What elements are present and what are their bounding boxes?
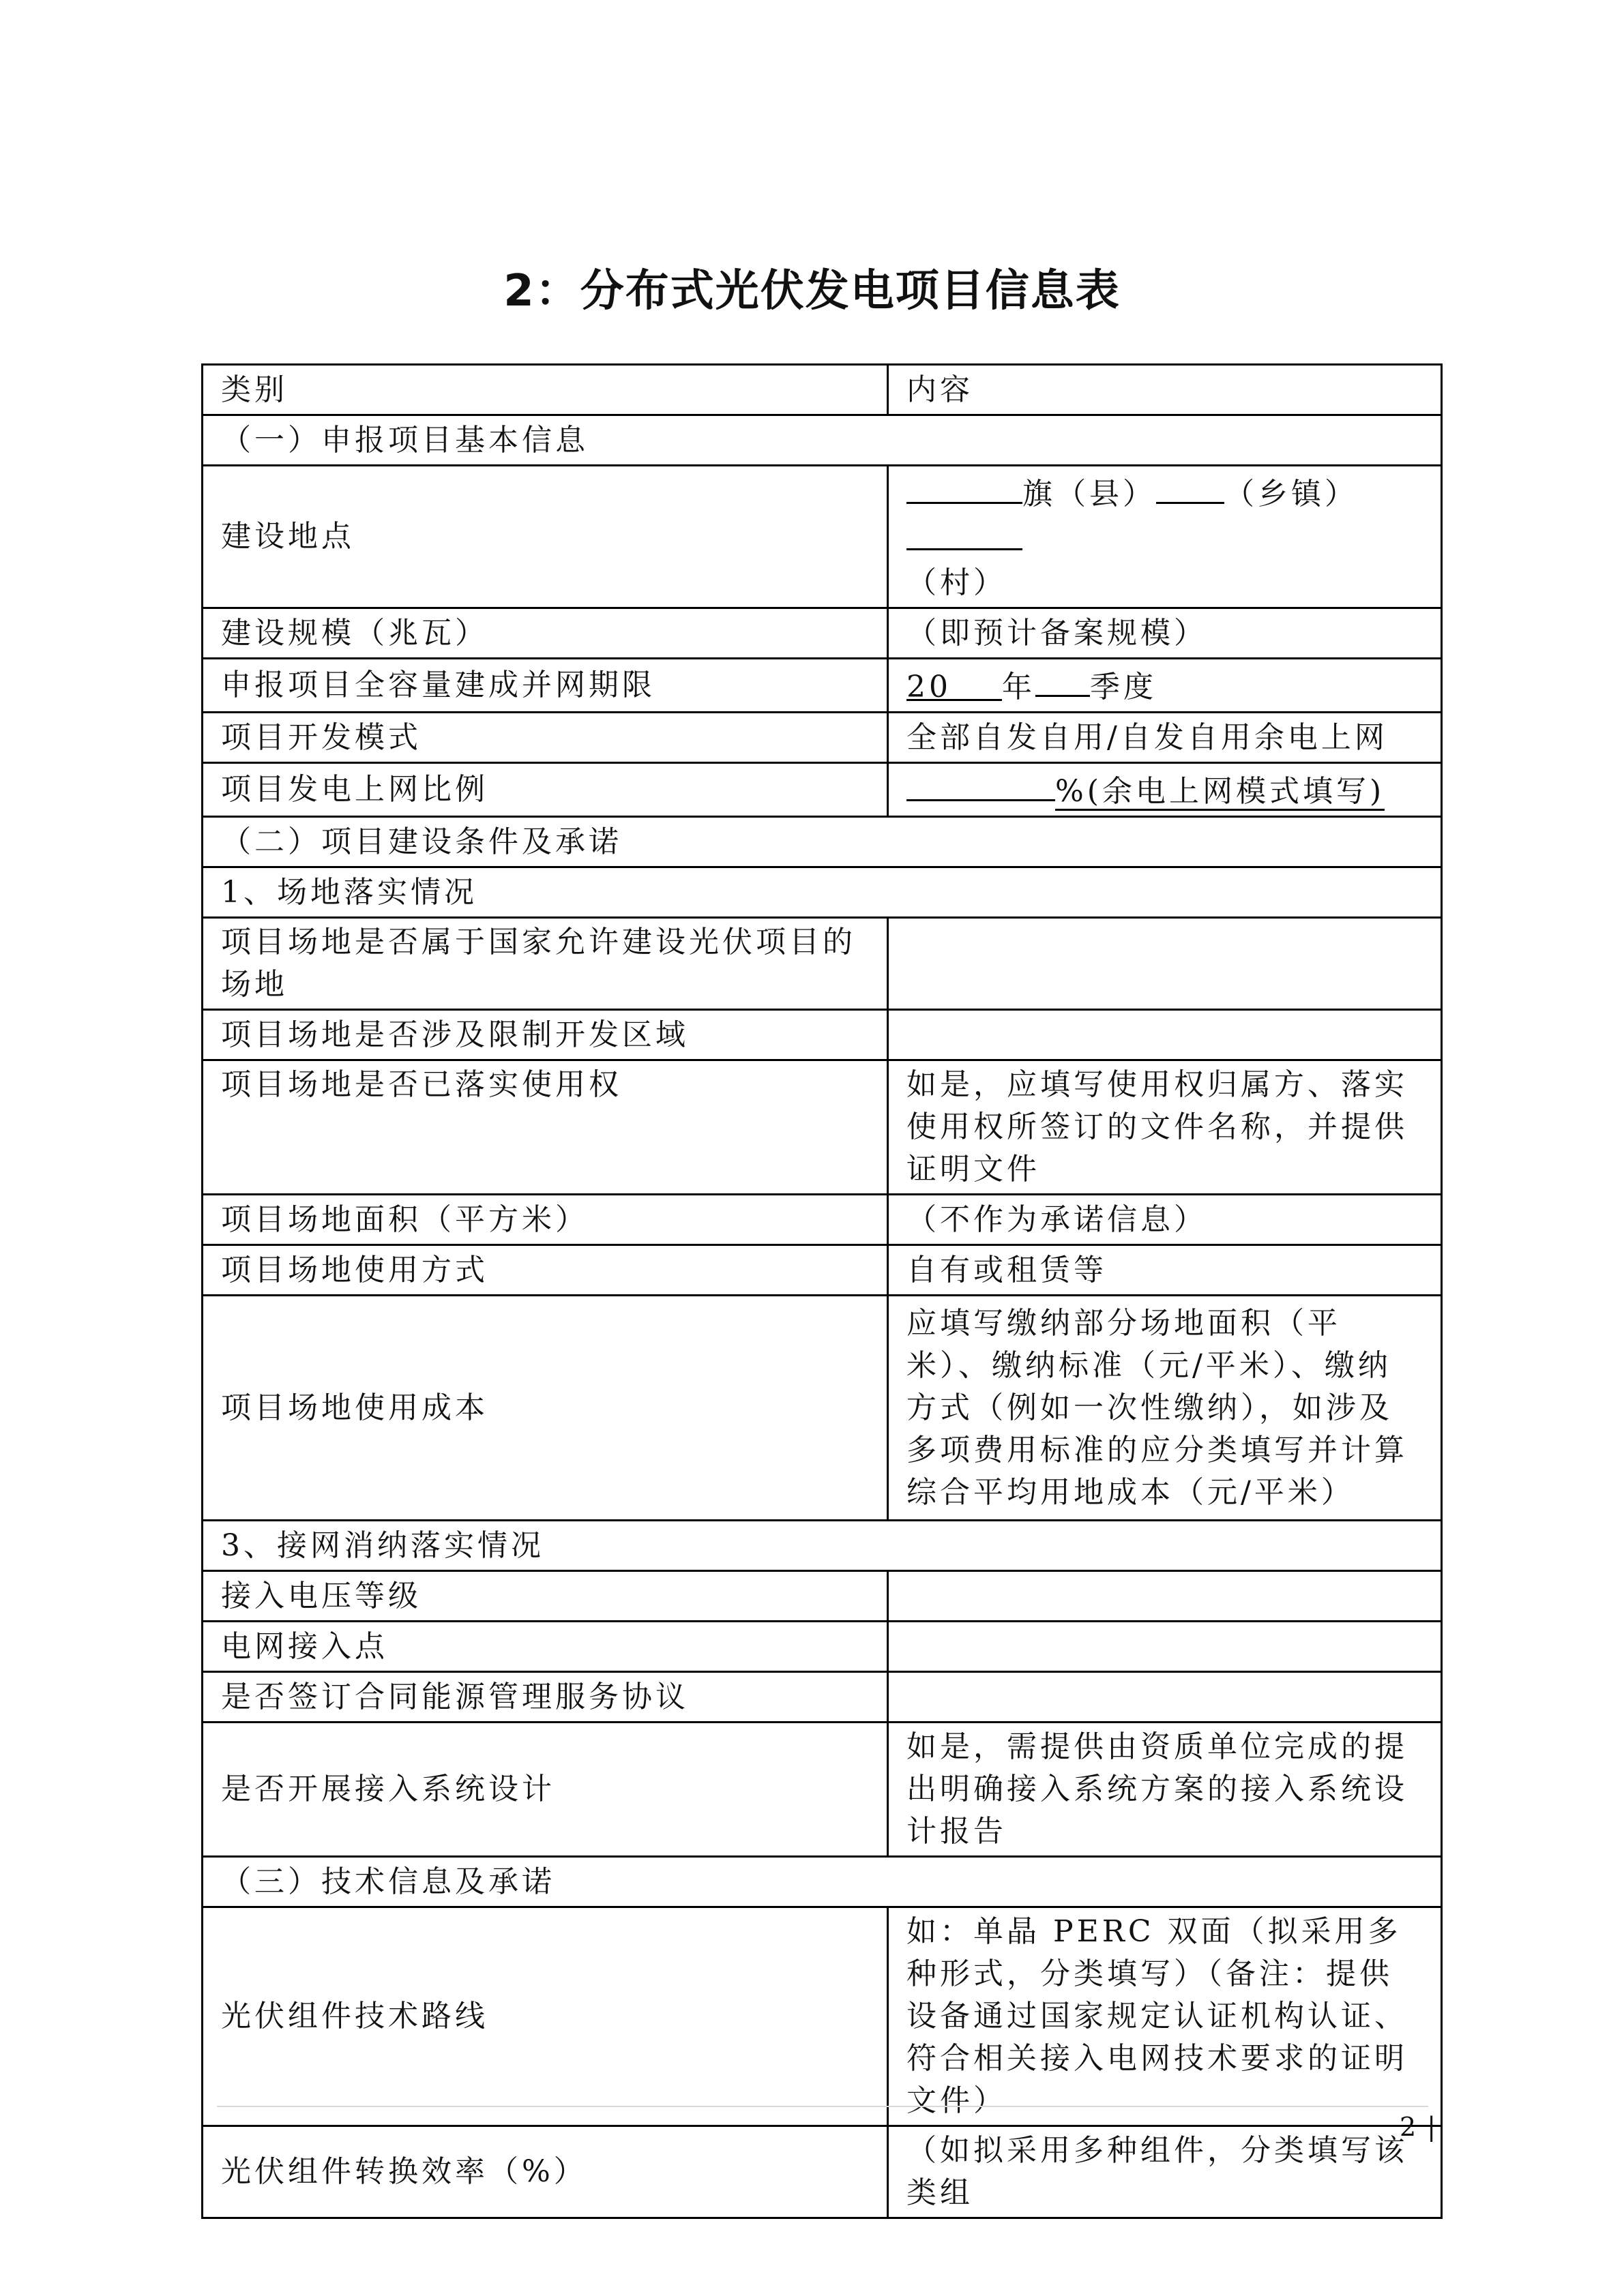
row-label: 光伏组件转换效率（%） <box>203 2126 888 2218</box>
row-value-grid-ratio <box>888 763 1442 817</box>
ratio-suffix: %(余电上网模式填写) <box>1055 774 1385 811</box>
row-value: （即预计备案规模） <box>888 608 1442 659</box>
table-header-row <box>203 365 1442 415</box>
section-conditions: （二）项目建设条件及承诺 <box>203 817 1442 867</box>
blank-quarter[interactable] <box>1035 662 1090 697</box>
section-row <box>203 1521 1442 1571</box>
section-row <box>203 1857 1442 1907</box>
section-row <box>203 415 1442 466</box>
page-number: 2 | <box>1400 2112 1438 2142</box>
table-row <box>203 1296 1442 1521</box>
row-value: 如：单晶 PERC 双面（拟采用多种形式，分类填写）（备注：提供设备通过国家规定认证机构认证、符合相关接入电网技术要求的证明文件） <box>888 1907 1442 2126</box>
table-row <box>203 713 1442 763</box>
table-row <box>203 1571 1442 1622</box>
row-label: 项目场地使用成本 <box>203 1296 888 1521</box>
village-suffix: （村） <box>906 565 1007 600</box>
table-row <box>203 466 1442 608</box>
town-suffix: （乡镇） <box>1224 477 1358 511</box>
row-label: 项目开发模式 <box>203 713 888 763</box>
blank-ratio[interactable] <box>906 766 1055 801</box>
row-label: 电网接入点 <box>203 1622 888 1672</box>
row-value: （如拟采用多种组件，分类填写该类组 <box>888 2126 1442 2218</box>
blank-county[interactable] <box>906 469 1022 504</box>
section-basic-info: （一）申报项目基本信息 <box>203 415 1442 466</box>
row-value <box>888 1571 1442 1622</box>
row-value <box>888 1010 1442 1060</box>
table-row <box>203 1195 1442 1245</box>
blank-village[interactable] <box>906 516 1022 550</box>
year-prefix: 20 <box>906 670 951 704</box>
row-value: 如是，需提供由资质单位完成的提出明确接入系统方案的接入系统设计报告 <box>888 1723 1442 1857</box>
section-row <box>203 867 1442 918</box>
table-row <box>203 659 1442 713</box>
page-title: 2：分布式光伏发电项目信息表 <box>503 266 1121 316</box>
row-value <box>888 1622 1442 1672</box>
row-label: 项目场地使用方式 <box>203 1245 888 1296</box>
footer-divider <box>217 2106 1428 2107</box>
row-label: 项目场地是否涉及限制开发区域 <box>203 1010 888 1060</box>
row-label: 光伏组件技术路线 <box>203 1907 888 2126</box>
row-label: 申报项目全容量建成并网期限 <box>203 659 888 713</box>
section-technical: （三）技术信息及承诺 <box>203 1857 1442 1907</box>
row-label: 建设规模（兆瓦） <box>203 608 888 659</box>
row-value: 如是，应填写使用权归属方、落实使用权所签订的文件名称，并提供证明文件 <box>888 1060 1442 1195</box>
subsection-grid: 3、接网消纳落实情况 <box>203 1521 1442 1571</box>
row-label: 建设地点 <box>203 466 888 608</box>
row-label: 是否签订合同能源管理服务协议 <box>203 1672 888 1723</box>
row-value: 应填写缴纳部分场地面积（平米）、缴纳标准（元/平米）、缴纳方式（例如一次性缴纳），如涉及多项费用标准的应分类填写并计算综合平均用地成本（元/平米） <box>888 1296 1442 1521</box>
row-label: 项目发电上网比例 <box>203 763 888 817</box>
blank-town[interactable] <box>1156 469 1224 504</box>
row-value: 全部自发自用/自发自用余电上网 <box>888 713 1442 763</box>
row-value: 自有或租赁等 <box>888 1245 1442 1296</box>
table-row <box>203 1723 1442 1857</box>
row-value <box>888 918 1442 1010</box>
year-suffix: 年 <box>1002 670 1035 704</box>
blank-year[interactable] <box>906 666 1002 704</box>
table-row <box>203 2126 1442 2218</box>
table-row <box>203 1622 1442 1672</box>
row-label: 是否开展接入系统设计 <box>203 1723 888 1857</box>
county-suffix: 旗（县） <box>1022 477 1156 511</box>
table-row <box>203 763 1442 817</box>
row-label: 接入电压等级 <box>203 1571 888 1622</box>
subsection-site: 1、场地落实情况 <box>203 867 1442 918</box>
row-label: 项目场地面积（平方米） <box>203 1195 888 1245</box>
header-category: 类别 <box>203 365 888 415</box>
section-row <box>203 817 1442 867</box>
header-content: 内容 <box>888 365 1442 415</box>
row-label: 项目场地是否属于国家允许建设光伏项目的场地 <box>203 918 888 1010</box>
project-info-table <box>201 363 1443 2219</box>
table-row <box>203 918 1442 1010</box>
table-row <box>203 608 1442 659</box>
table-row <box>203 1010 1442 1060</box>
table-row <box>203 1060 1442 1195</box>
row-value-location <box>888 466 1442 608</box>
row-value <box>888 1672 1442 1723</box>
quarter-suffix: 季度 <box>1090 670 1157 704</box>
row-value-deadline <box>888 659 1442 713</box>
table-row <box>203 1672 1442 1723</box>
table-row <box>203 1907 1442 2126</box>
row-label: 项目场地是否已落实使用权 <box>203 1060 888 1195</box>
table-row <box>203 1245 1442 1296</box>
row-value: （不作为承诺信息） <box>888 1195 1442 1245</box>
